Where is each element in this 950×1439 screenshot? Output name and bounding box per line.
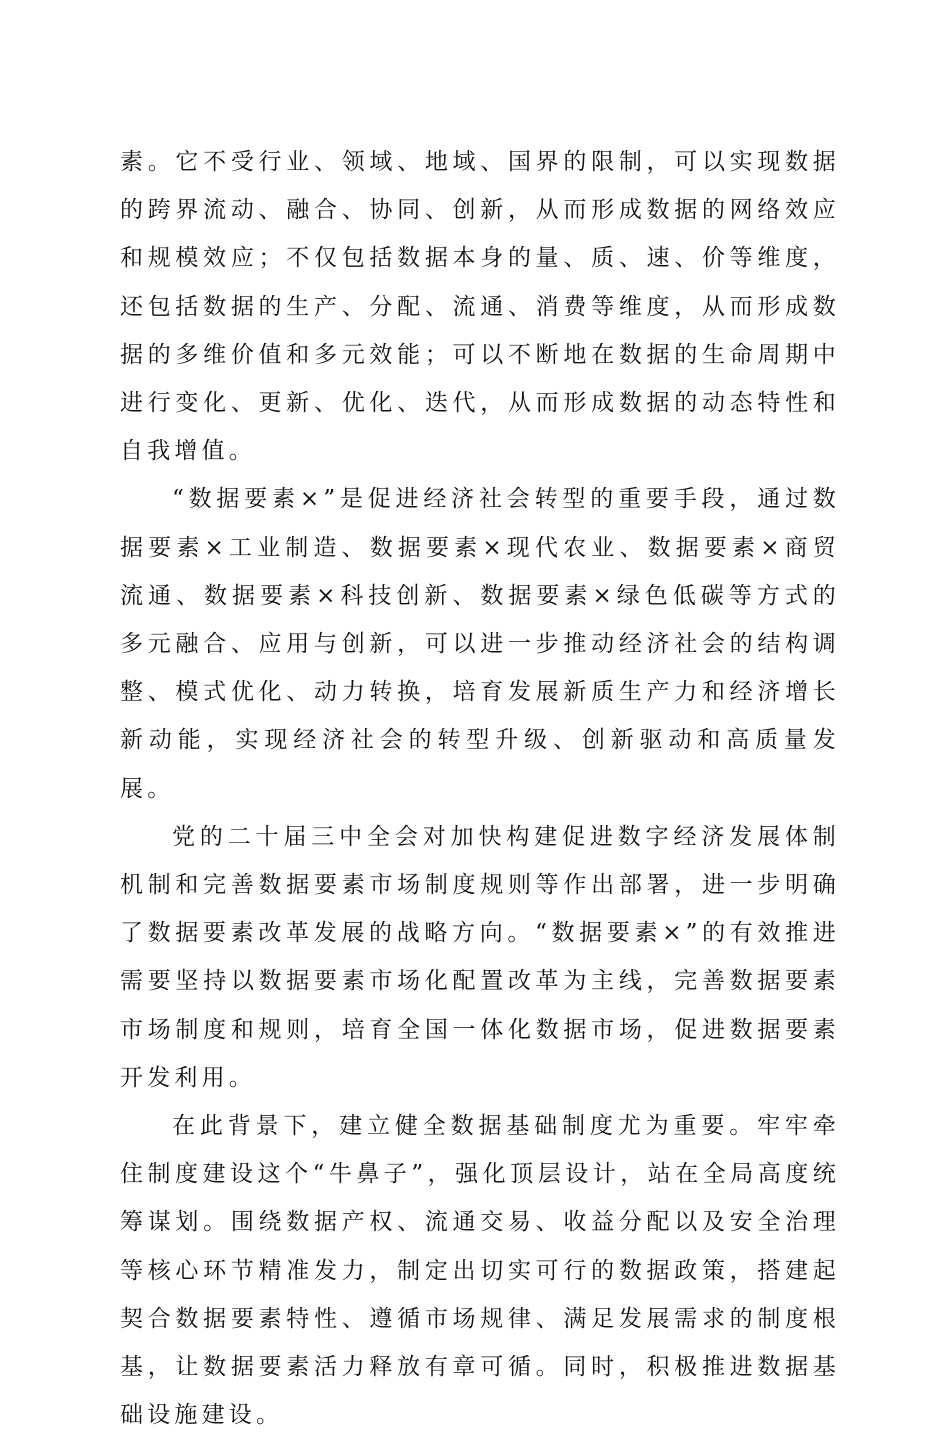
paragraph-4: 在此背景下，建立健全数据基础制度尤为重要。牢牢牵住制度建设这个“牛鼻子”，强化顶层设计，站在全局高度统筹谋划。围绕数据产权、流通交易、收益分配以及安全治理等核心环节精准发力，制定出切实可行的数据政策，搭建起契合数据要素特性、遵循市场规律、满足发展需求的制度根基，让数据要素活力释放有章可循。同时，积极推进数据基础设施建设。 — [120, 1113, 840, 1429]
paragraph-2: “数据要素×”是促进经济社会转型的重要手段，通过数据要素×工业制造、数据要素×现代农业、数据要素×商贸流通、数据要素×科技创新、数据要素×绿色低碳等方式的多元融合、应用与创新，可以进一步推动经济社会的结构调整、模式优化、动力转换，培育发展新质生产力和经济增长新动能，实现经济社会的转型升级、创新驱动和高质量发展。 — [120, 486, 840, 802]
paragraph-1: 素。它不受行业、领域、地域、国界的限制，可以实现数据的跨界流动、融合、协同、创新，从而形成数据的网络效应和规模效应；不仅包括数据本身的量、质、速、价等维度，还包括数据的生产、分配、流通、消费等维度，从而形成数据的多维价值和多元效能；可以不断地在数据的生命周期中进行变化、更新、优化、迭代，从而形成数据的动态特性和自我增值。 — [120, 149, 840, 465]
document-body — [120, 138, 840, 1439]
paragraph-3: 党的二十届三中全会对加快构建促进数字经济发展体制机制和完善数据要素市场制度规则等作出部署，进一步明确了数据要素改革发展的战略方向。“数据要素×”的有效推进需要坚持以数据要素市场化配置改革为主线，完善数据要素市场制度和规则，培育全国一体化数据市场，促进数据要素开发利用。 — [120, 823, 840, 1091]
